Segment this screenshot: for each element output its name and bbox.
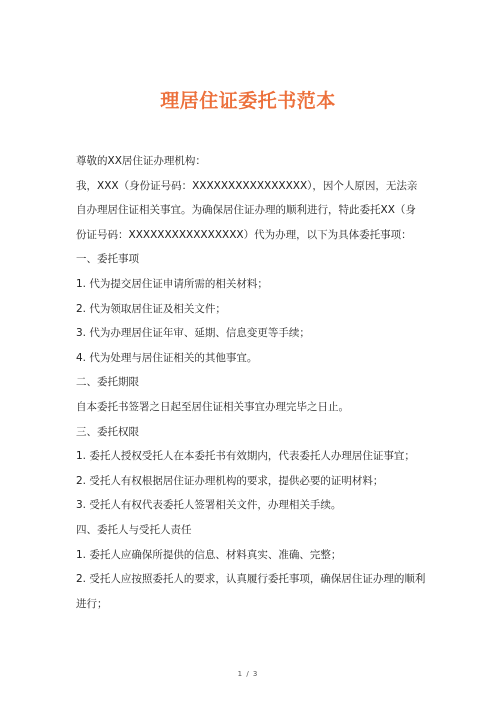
list-item: 2. 代为领取居住证及相关文件； [76,302,226,315]
list-item: 1. 委托人授权受托人在本委托书有效期内，代表委托人办理居住证事宜； [76,450,415,463]
list-item: 1. 代为提交居住证申请所需的相关材料； [76,277,268,290]
section-heading: 一、委托事项 [76,253,139,266]
section-heading: 三、委托权限 [76,425,139,438]
section-heading: 二、委托期限 [76,376,139,389]
list-item: 3. 受托人有权代表委托人签署相关文件，办理相关手续。 [76,499,342,512]
section-heading: 四、委托人与受托人责任 [76,523,192,536]
list-item: 3. 代为办理居住证年审、延期、信息变更等手续； [76,327,310,340]
list-item: 1. 委托人应确保所提供的信息、材料真实、准确、完整； [76,548,342,561]
list-item: 4. 代为处理与居住证相关的其他事宜。 [76,351,258,364]
list-item: 2. 受托人应按照委托人的要求，认真履行委托事项，确保居住证办理的顺利进行； [76,573,426,610]
salutation: 尊敬的XX居住证办理机构： [76,155,206,167]
document-body [76,149,426,616]
body-paragraph: 自本委托书签署之日起至居住证相关事宜办理完毕之日止。 [76,400,349,413]
page-number: 1 / 3 [237,670,259,678]
intro-paragraph: 我，XXX（身份证号码：XXXXXXXXXXXXXXXX），因个人原因，无法亲自办理居住证相关事宜。为确保居住证办理的顺利进行，特此委托XX（身份证号码：XXXXXXXXXXXXXXXX）代为办理，以下为具体委托事项： [76,179,418,241]
list-item: 2. 受托人有权根据居住证办理机构的要求，提供必要的证明材料； [76,474,384,487]
page-title: 理居住证委托书范本 [160,90,336,112]
